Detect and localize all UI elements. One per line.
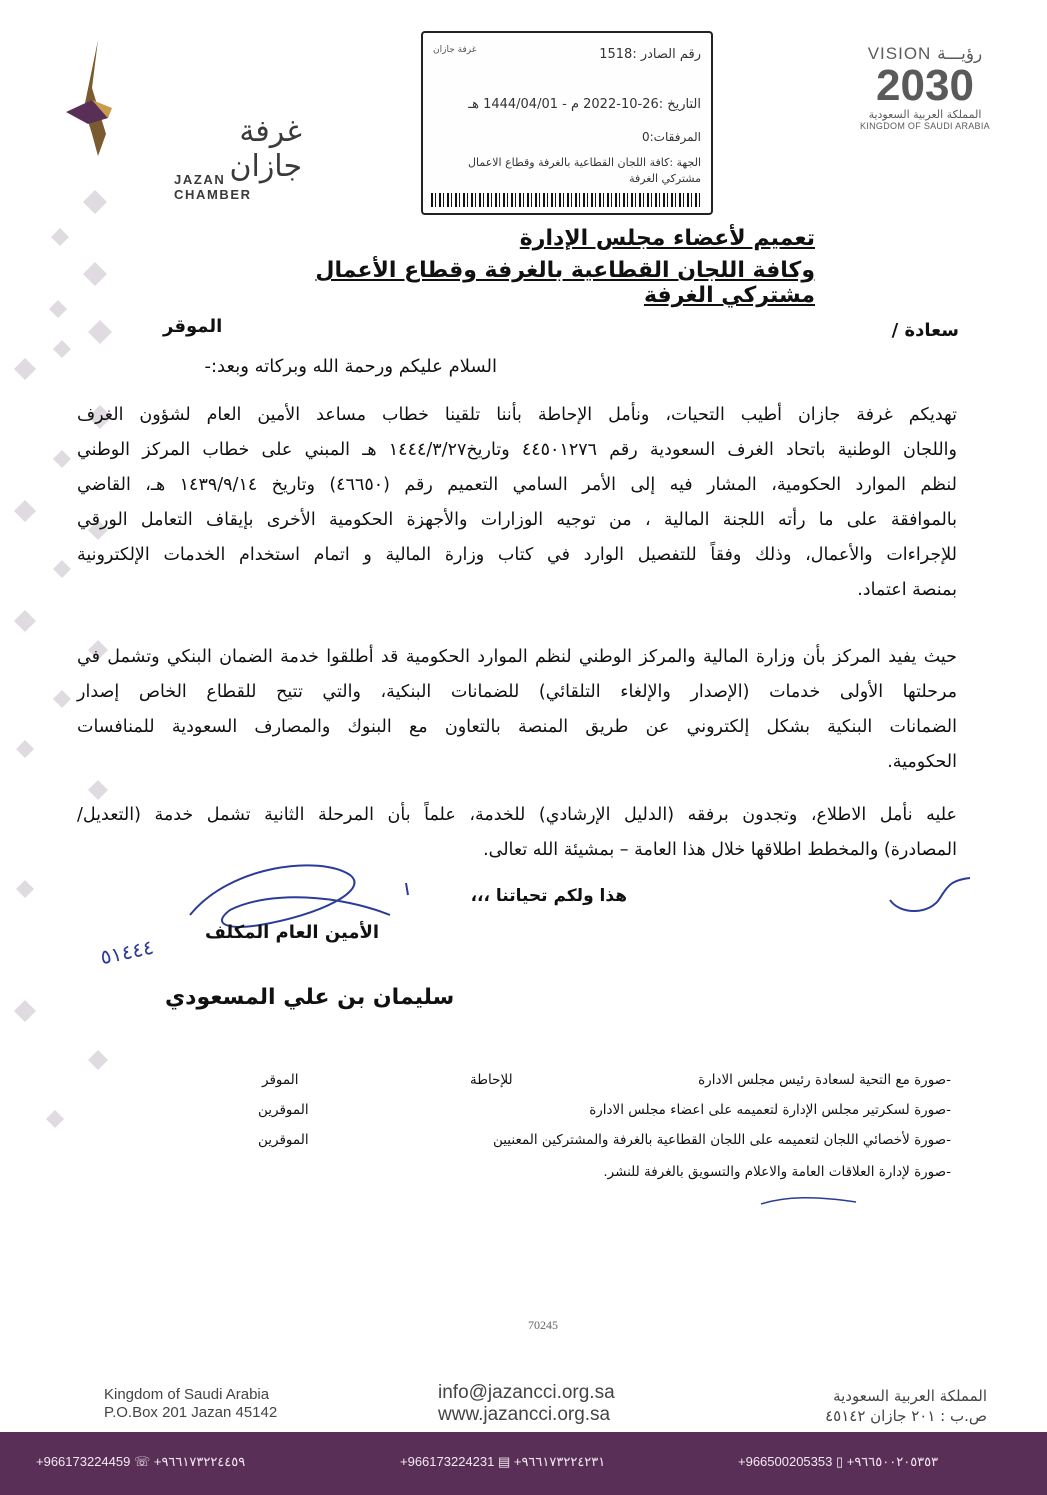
paragraph2-line: الحكومية. bbox=[887, 752, 957, 772]
footer-mobile: +966500205353 ▯ +٩٦٦٥٠٠٢٠٥٣٥٣ bbox=[738, 1454, 939, 1469]
jazan-chamber-logo bbox=[62, 38, 302, 202]
footer-country-en: Kingdom of Saudi Arabia bbox=[104, 1386, 270, 1403]
stamp-mini-logo: غرفة جازان bbox=[433, 45, 477, 55]
stamp-attachments: المرفقات:0 bbox=[642, 130, 701, 144]
paragraph1-line: بمنصة اعتماد. bbox=[857, 580, 957, 600]
vision-word-en: VISION bbox=[867, 44, 932, 63]
cc-item-status: الموقرين bbox=[258, 1102, 309, 1118]
reference-number: 70245 bbox=[528, 1318, 558, 1332]
paragraph1-line: للإجراءات والأعمال، وذلك وفقاً للتفصيل الوارد في كتاب وزارة المالية و اتمام استخدام الخدمات الإلكترونية bbox=[77, 545, 957, 565]
cc-item: -صورة مع التحية لسعادة رئيس مجلس الادارة bbox=[698, 1072, 951, 1088]
footer-contact bbox=[438, 1382, 615, 1426]
footer-country-ar: المملكة العربية السعودية bbox=[833, 1387, 987, 1405]
cc-item: -صورة لإدارة العلاقات العامة والاعلام والتسويق بالغرفة للنشر. bbox=[603, 1164, 951, 1180]
cc-item-status: الموقرين bbox=[258, 1132, 309, 1148]
cc-item: -صورة لسكرتير مجلس الإدارة لتعميمه على اعضاء مجلس الادارة bbox=[589, 1102, 951, 1118]
vision-kingdom-ar: المملكة العربية السعودية bbox=[868, 108, 982, 121]
cc-initial-scribble bbox=[756, 1192, 866, 1212]
footer-pobox-en: P.O.Box 201 Jazan 45142 bbox=[104, 1404, 278, 1421]
chamber-emblem-icon bbox=[62, 38, 122, 158]
cc-for-info: للإحاطة bbox=[470, 1072, 513, 1088]
paragraph3-line: عليه نأمل الاطلاع، وتجدون برفقه (الدليل الإرشادي) للخدمة، علماً بأن المرحلة الثانية تشمل خدمة (التعديل/ bbox=[77, 805, 957, 825]
paragraph2-line: الضمانات البنكية بشكل إلكتروني عن طريق المنصة بالتعاون مع البنوك والمصارف السعودية للمنافسات bbox=[77, 717, 957, 737]
cc-item: -صورة لأخصائي اللجان لتعميمه على اللجان القطاعية بالغرفة والمشتركين المعنيين bbox=[492, 1132, 951, 1148]
vision-2030-logo bbox=[850, 44, 1000, 144]
handwritten-number: ٥١٤٤٤ bbox=[98, 934, 156, 970]
paragraph2-line: مرحلتها الأولى خدمات (الإصدار والإلغاء التلقائي) للضمانات البنكية، والتي تتيح للقطاع الخاص إصدار bbox=[77, 682, 957, 702]
chamber-name-ar: غرفة جازان bbox=[229, 114, 302, 184]
honorific: سعادة / bbox=[891, 320, 959, 341]
issue-stamp bbox=[421, 31, 713, 215]
footer-phone: +966173224459 ☏ +٩٦٦١٧٣٢٢٤٤٥٩ bbox=[36, 1454, 246, 1469]
stamp-issue-number: رقم الصادر :1518 bbox=[599, 47, 701, 62]
signer-name: سليمان بن علي المسعودي bbox=[165, 985, 455, 1010]
letter-title-line2: وكافة اللجان القطاعية بالغرفة وقطاع الأعمال مشتركي الغرفة bbox=[315, 258, 815, 308]
letter-title-line1: تعميم لأعضاء مجلس الإدارة bbox=[519, 226, 815, 251]
vision-kingdom-en: KINGDOM OF SAUDI ARABIA bbox=[860, 121, 990, 131]
footer-fax: +966173224231 ▤ +٩٦٦١٧٣٢٢٤٢٣١ bbox=[400, 1454, 606, 1469]
signer-title: الأمين العام المكلف bbox=[205, 922, 380, 943]
footer-address-ar bbox=[825, 1386, 987, 1426]
paragraph1-line: لنظم الموارد الحكومية، المشار فيه إلى الأمر السامي التعميم رقم (٤٦٦٥٠) وتاريخ ١٤٣٩/٩/١٤ هـ، القاضي bbox=[77, 475, 957, 495]
stamp-barcode bbox=[431, 193, 703, 207]
closing: هذا ولكم تحياتنا ،،، bbox=[470, 886, 627, 906]
stamp-party: الجهة :كافة اللجان القطاعية بالغرفة وقطاع الاعمال مشتركي الغرفة bbox=[467, 156, 701, 185]
paragraph2-line: حيث يفيد المركز بأن وزارة المالية والمركز الوطني لنظم الموارد الحكومية قد أطلقوا خدمة الضمان البنكي وتشمل في bbox=[77, 647, 957, 667]
footer-website[interactable]: www.jazancci.org.sa bbox=[438, 1404, 611, 1425]
paragraph3-line: المصادرة) والمخطط اطلاقها خلال هذا العامة – بمشيئة الله تعالى. bbox=[483, 840, 957, 860]
cc-item-status: الموقر bbox=[262, 1072, 299, 1088]
footer-address-en bbox=[104, 1386, 277, 1422]
vision-year: 2030 bbox=[876, 61, 974, 110]
footer-pobox-ar: ص.ب : ٢٠١ جازان ٤٥١٤٢ bbox=[825, 1407, 987, 1425]
paragraph1-line: واللجان الوطنية باتحاد الغرف السعودية رقم ٤٤٥٠١٢٧٦ وتاريخ١٤٤٤/٣/٢٧ هـ المبني على خطاب المركز الوطني bbox=[77, 440, 957, 460]
respected-label: الموقر bbox=[163, 316, 223, 337]
salutation: السلام عليكم ورحمة الله وبركاته وبعد:- bbox=[204, 356, 497, 377]
footer-email[interactable]: info@jazancci.org.sa bbox=[438, 1382, 615, 1403]
stamp-date: التاريخ :26-10-2022 م - 1444/04/01 هـ bbox=[468, 97, 701, 112]
initials-scribble bbox=[880, 860, 980, 920]
chamber-name-en: JAZAN CHAMBER bbox=[174, 172, 252, 202]
paragraph1-line: تهديكم غرفة جازان أطيب التحيات، ونأمل الإحاطة بأننا تلقينا خطاب مساعد الأمين العام لشؤون الغرف bbox=[77, 405, 957, 425]
footer-bar bbox=[0, 1432, 1047, 1495]
paragraph1-line: بالموافقة على ما رأته اللجنة المالية ، من توجيه الوزارات والأجهزة الحكومية الأخرى بإيقاف التعامل الورقي bbox=[77, 510, 957, 530]
vision-word-ar: رؤيـــة bbox=[937, 44, 983, 63]
